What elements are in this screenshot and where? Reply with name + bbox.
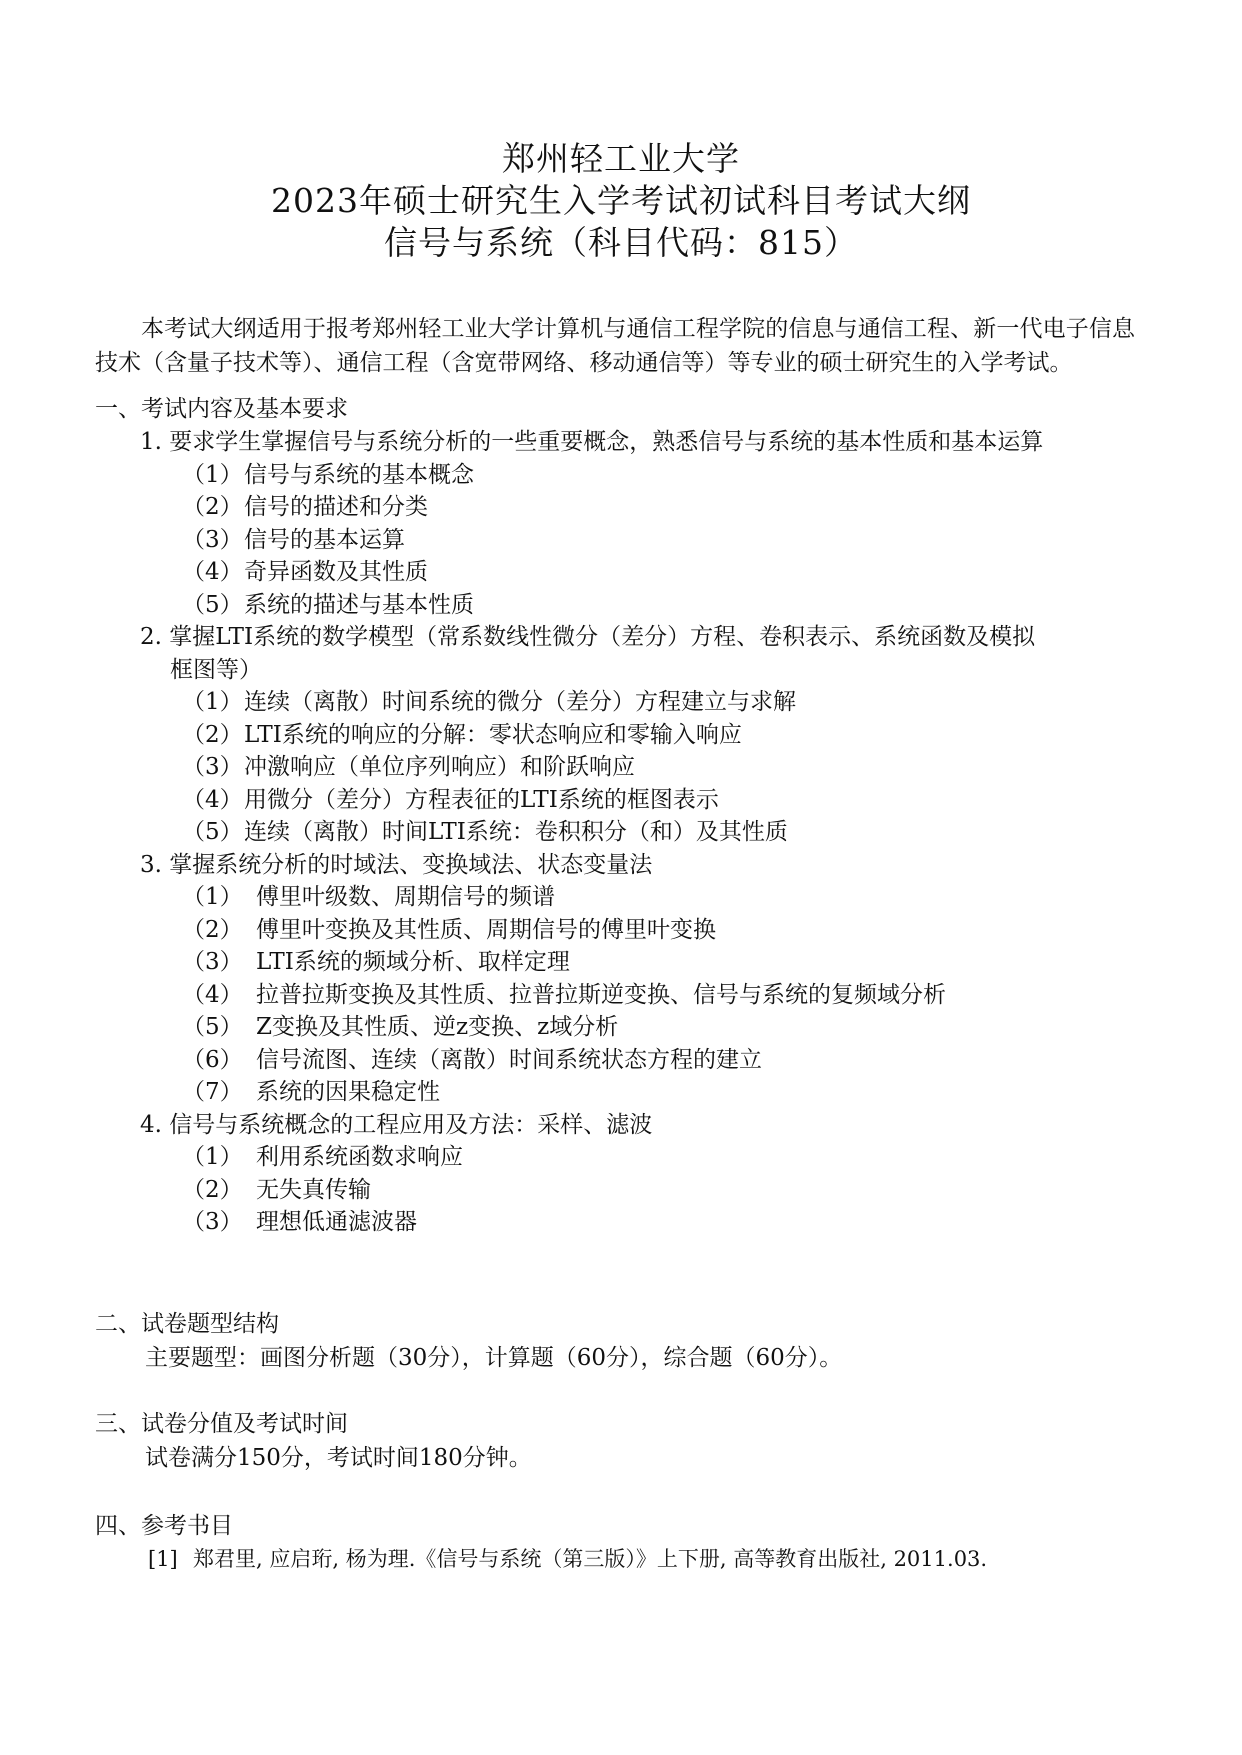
section-score-time bbox=[95, 1407, 1155, 1475]
list-item: （2） 傅里叶变换及其性质、周期信号的傅里叶变换 bbox=[182, 916, 716, 943]
list-item: （2）LTI系统的响应的分解：零状态响应和零输入响应 bbox=[182, 721, 742, 748]
subject-title: 信号与系统（科目代码：815） bbox=[384, 223, 858, 262]
list-item: （1） 利用系统函数求响应 bbox=[182, 1144, 463, 1170]
list-item: （3）冲激响应（单位序列响应）和阶跃响应 bbox=[182, 754, 635, 780]
list-item: （2） 无失真传输 bbox=[182, 1176, 371, 1203]
list-item: （4）用微分（差分）方程表征的LTI系统的框图表示 bbox=[182, 786, 719, 813]
list-item: （1）连续（离散）时间系统的微分（差分）方程建立与求解 bbox=[182, 689, 796, 715]
section-exam-content bbox=[95, 392, 1155, 1239]
list-item: （3） 理想低通滤波器 bbox=[182, 1209, 417, 1235]
syllabus-title: 2023年硕士研究生入学考试初试科目考试大纲 bbox=[271, 181, 971, 220]
list-item: （7） 系统的因果稳定性 bbox=[182, 1079, 440, 1105]
list-item: （5）系统的描述与基本性质 bbox=[182, 591, 474, 618]
list-item: （3） LTI系统的频域分析、取样定理 bbox=[182, 949, 570, 975]
requirement-item: 1. 要求学生掌握信号与系统分析的一些重要概念，熟悉信号与系统的基本性质和基本运算 bbox=[140, 429, 1044, 455]
section-heading: 一、考试内容及基本要求 bbox=[95, 396, 348, 422]
list-item: （5）连续（离散）时间LTI系统：卷积积分（和）及其性质 bbox=[182, 819, 788, 845]
list-item: （3）信号的基本运算 bbox=[182, 526, 405, 553]
document-title bbox=[0, 138, 1242, 264]
list-item: （5） Z变换及其性质、逆z变换、z域分析 bbox=[182, 1014, 619, 1040]
list-item: （4）奇异函数及其性质 bbox=[182, 559, 428, 585]
section-body: 试卷满分150分，考试时间180分钟。 bbox=[145, 1445, 532, 1471]
reference-item: [1] 郑君里, 应启珩, 杨为理.《信号与系统（第三版）》上下册, 高等教育出版社, 2011.03. bbox=[148, 1547, 988, 1571]
list-item: （6） 信号流图、连续（离散）时间系统状态方程的建立 bbox=[182, 1046, 762, 1073]
requirement-item: 2. 掌握LTI系统的数学模型（常系数线性微分（差分）方程、卷积表示、系统函数及模拟 bbox=[140, 624, 1036, 650]
section-heading: 四、参考书目 bbox=[95, 1513, 233, 1539]
section-heading: 二、试卷题型结构 bbox=[95, 1311, 279, 1337]
requirement-item: 3. 掌握系统分析的时域法、变换域法、状态变量法 bbox=[140, 851, 653, 878]
section-heading: 三、试卷分值及考试时间 bbox=[95, 1411, 348, 1437]
requirement-item: 4. 信号与系统概念的工程应用及方法：采样、滤波 bbox=[140, 1111, 653, 1138]
list-item: （1） 傅里叶级数、周期信号的频谱 bbox=[182, 884, 555, 910]
list-item: （4） 拉普拉斯变换及其性质、拉普拉斯逆变换、信号与系统的复频域分析 bbox=[182, 981, 946, 1008]
list-item: （2）信号的描述和分类 bbox=[182, 494, 428, 520]
section-body: 主要题型：画图分析题（30分），计算题（60分），综合题（60分）。 bbox=[145, 1345, 843, 1371]
intro-paragraph: 本考试大纲适用于报考郑州轻工业大学计算机与通信工程学院的信息与通信工程、新一代电子信息技术（含量子技术等）、通信工程（含宽带网络、移动通信等）等专业的硕士研究生的入学考试。 bbox=[95, 316, 1135, 376]
section-references bbox=[95, 1509, 1155, 1575]
requirement-item-continuation: 框图等） bbox=[170, 656, 262, 683]
list-item: （1）信号与系统的基本概念 bbox=[182, 461, 474, 488]
section-question-types bbox=[95, 1307, 1155, 1375]
university-name: 郑州轻工业大学 bbox=[502, 139, 740, 178]
